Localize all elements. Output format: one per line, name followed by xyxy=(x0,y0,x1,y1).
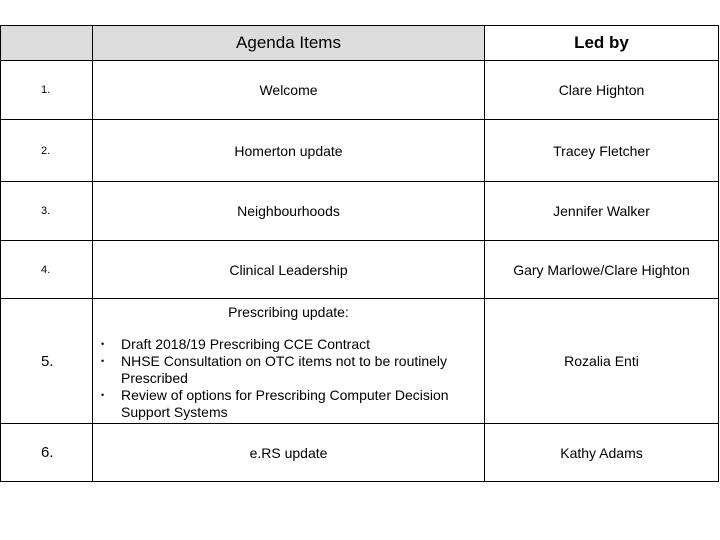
item-lead: Kathy Adams xyxy=(485,424,719,482)
item-number: 4. xyxy=(1,241,93,299)
bullet-item: • Review of options for Prescribing Computer Decision Support Systems xyxy=(101,387,464,421)
table-row xyxy=(1,241,719,299)
header-number-cell xyxy=(1,26,93,61)
agenda-item: Welcome xyxy=(93,61,485,120)
item-lead: Rozalia Enti xyxy=(485,299,719,424)
item-lead: Tracey Fletcher xyxy=(485,120,719,182)
item-lead: Jennifer Walker xyxy=(485,182,719,241)
agenda-item-prescribing xyxy=(93,299,485,424)
item-number: 3. xyxy=(1,182,93,241)
agenda-item: Homerton update xyxy=(93,120,485,182)
agenda-table xyxy=(0,25,719,482)
agenda-item: Clinical Leadership xyxy=(93,241,485,299)
item-lead: Clare Highton xyxy=(485,61,719,120)
item-number: 1. xyxy=(1,61,93,120)
table-row xyxy=(1,120,719,182)
item-number: 6. xyxy=(1,424,93,482)
table-row xyxy=(1,182,719,241)
item-number: 5. xyxy=(1,299,93,424)
bullet-item: • Draft 2018/19 Prescribing CCE Contract xyxy=(101,336,464,353)
table-row xyxy=(1,61,719,120)
prescribing-bullet-list xyxy=(101,336,464,421)
agenda-item: Neighbourhoods xyxy=(93,182,485,241)
agenda-item: Prescribing update: xyxy=(228,304,349,320)
agenda-item: e.RS update xyxy=(93,424,485,482)
item-number: 2. xyxy=(1,120,93,182)
table-row xyxy=(1,299,719,424)
header-row xyxy=(1,26,719,61)
header-led-by: Led by xyxy=(485,26,719,61)
item-lead: Gary Marlowe/Clare Highton xyxy=(485,241,719,299)
table-row xyxy=(1,424,719,482)
header-agenda-items: Agenda Items xyxy=(93,26,485,61)
bullet-item: • NHSE Consultation on OTC items not to be routinely Prescribed xyxy=(101,353,464,387)
